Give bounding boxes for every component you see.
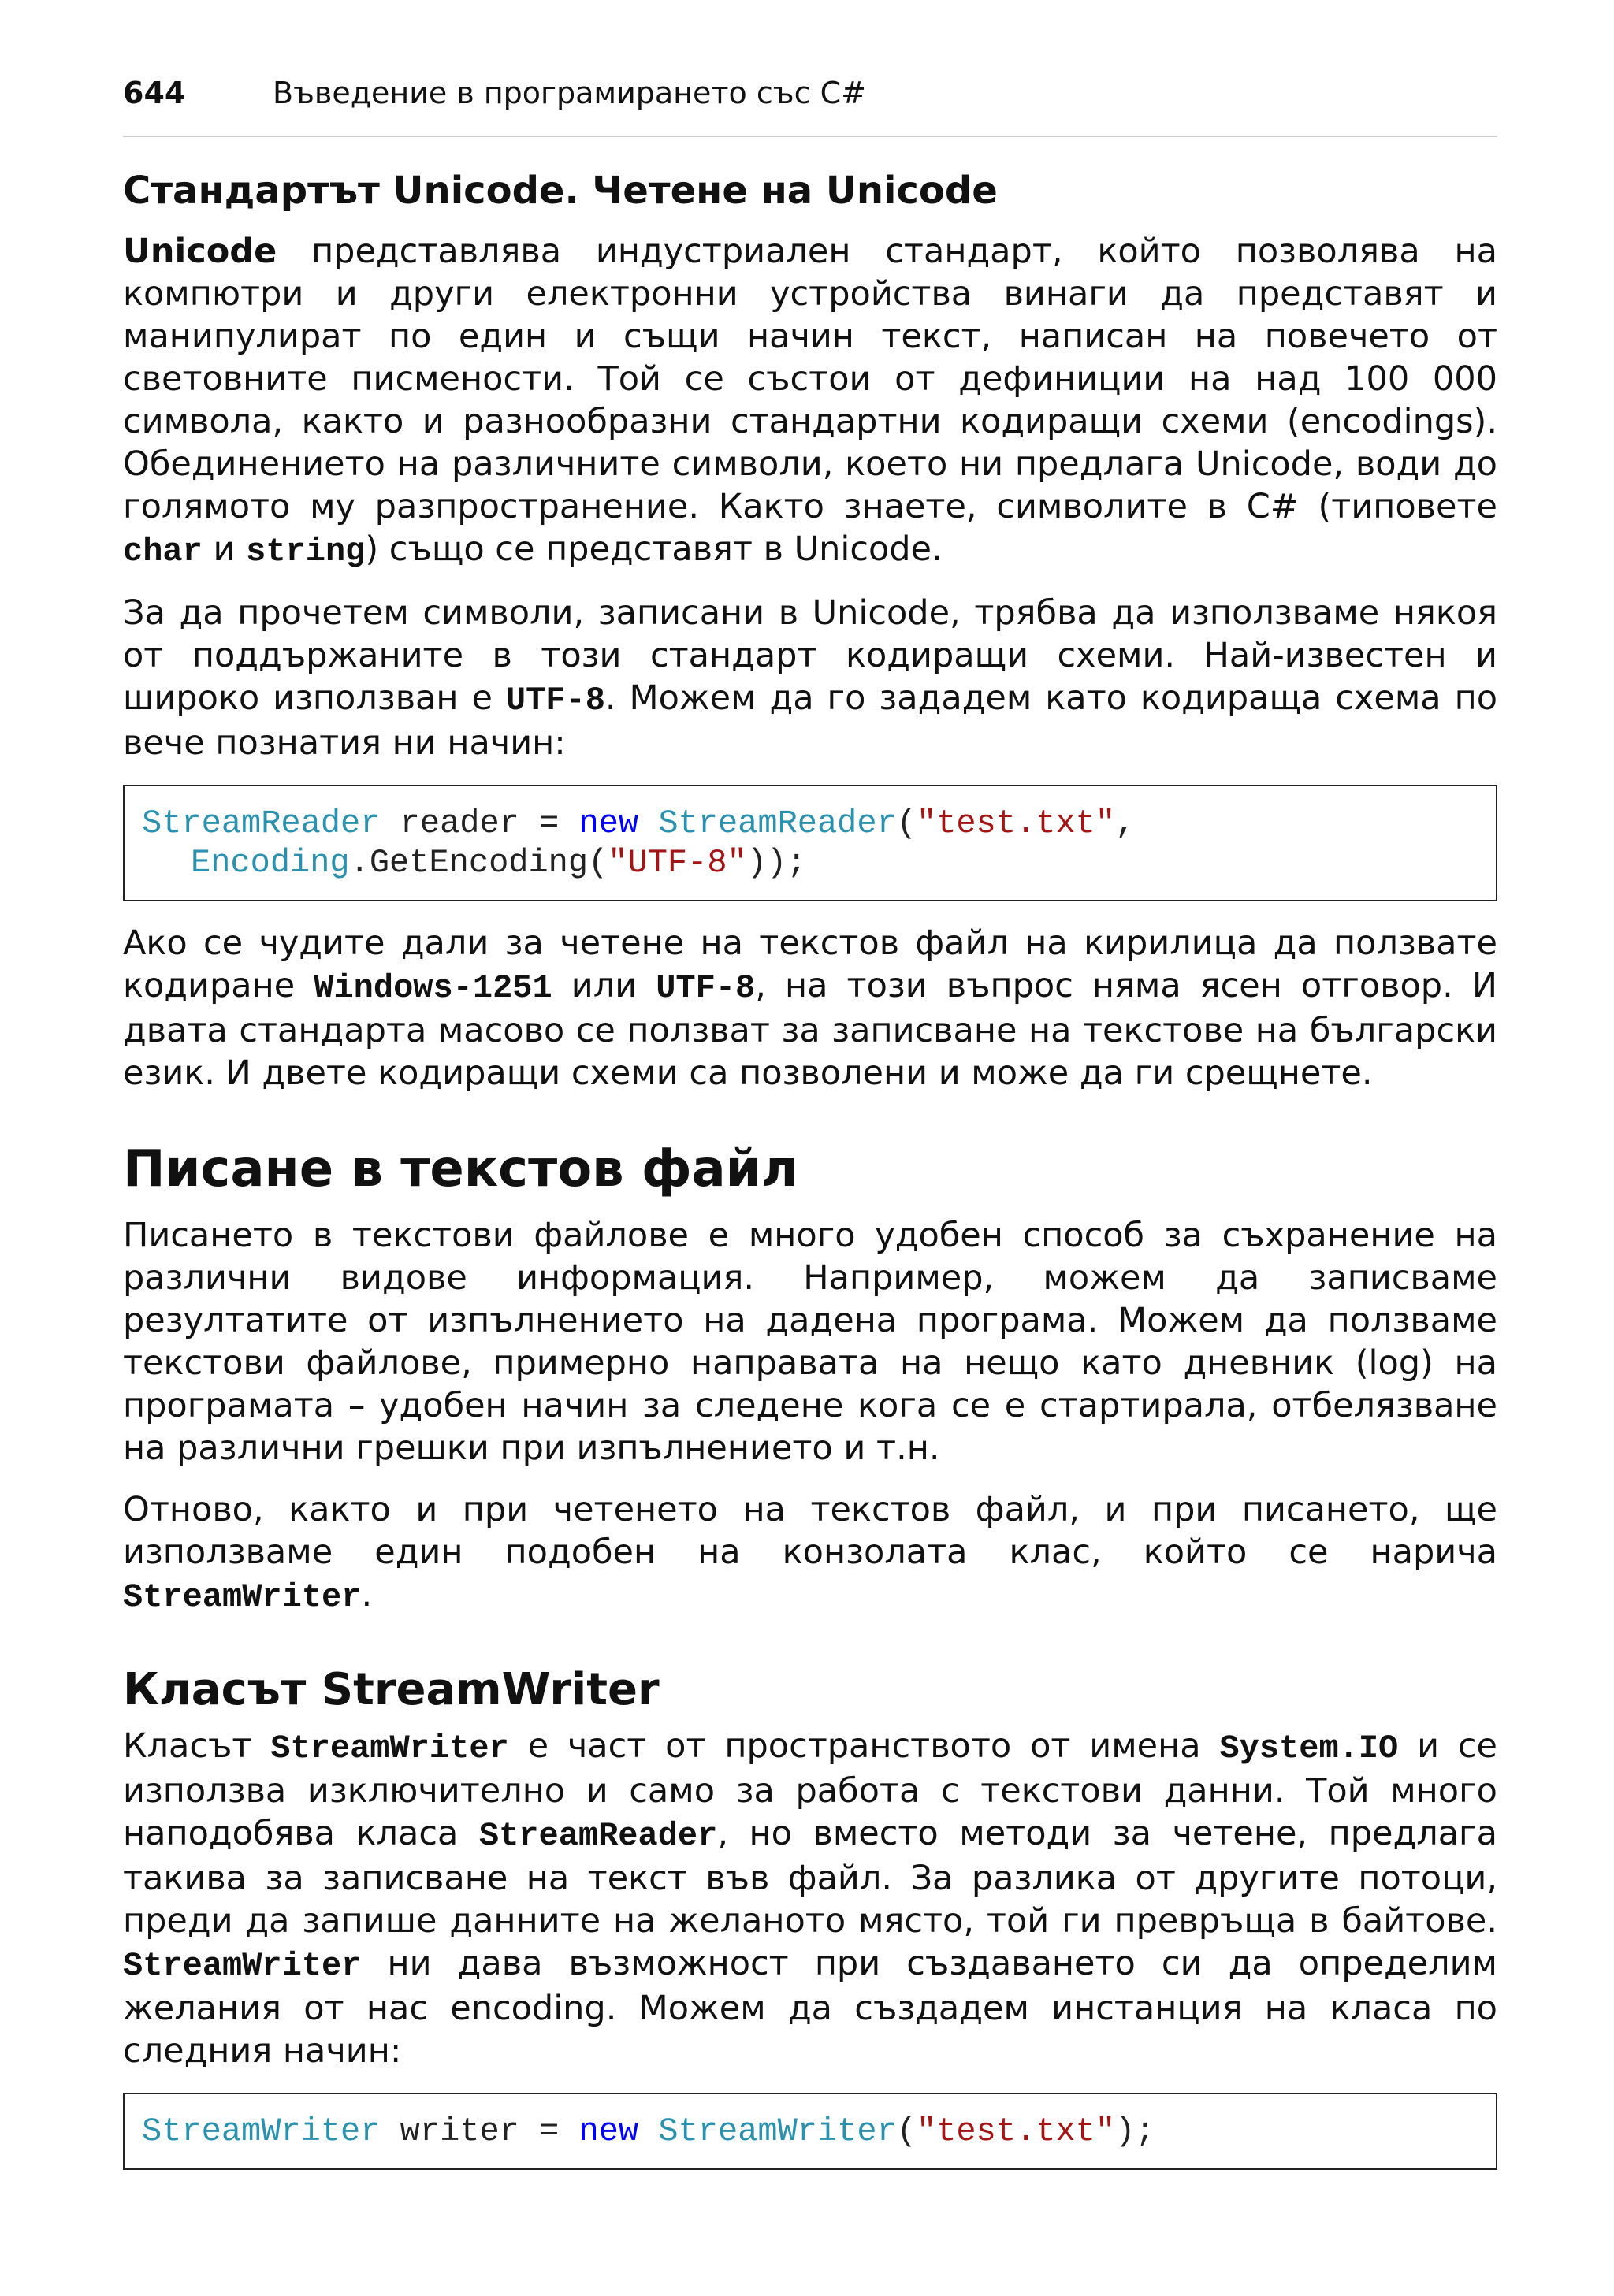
inline-code: StreamWriter	[123, 1947, 362, 1985]
code-block-streamwriter	[123, 2093, 1497, 2170]
inline-code: Windows-1251	[314, 969, 552, 1007]
book-title: Въведение в програмирането със C#	[273, 76, 866, 110]
page	[123, 76, 1497, 2190]
term-unicode: Unicode	[123, 232, 277, 271]
code-line: StreamWriter writer = new StreamWriter("test.txt");	[142, 2112, 1155, 2150]
paragraph: Unicode представлява индустриален стандарт, който позволява на компютри и други електронни устройства винаги да представят и манипулират по един и същи начин текст, написан на повечето от световните писмености. Той се състои от дефиниции на над 100 000 символа, както и разнообразни стандартни кодиращи схеми (encodings). Обединението на различните символи, което ни предлага Unicode, води до голямото му разпространение. Както знаете, символите в C# (типовете char и string) също се представят в Unicode.	[123, 232, 1497, 570]
section-heading-writing: Писане в текстов файл	[123, 1140, 798, 1198]
code-line: Encoding.GetEncoding("UTF-8"));	[191, 844, 807, 882]
paragraph: Класът StreamWriter е част от пространството от имена System.IO и се използва изключително и само за работа с текстови данни. Той много наподобява класа StreamReader, но вместо методи за четене, предлага такива за записване на текст във файл. За разлика от другите потоци, преди да запише данните на желаното място, той ги превръща в байтове. StreamWriter ни дава възможност при създаването си да определим желания от нас encoding. Можем да създадем инстанция на класа по следния начин:	[123, 1726, 1497, 2071]
inline-code: UTF-8	[656, 969, 756, 1007]
paragraph: Писането в текстови файлове е много удобен способ за съхранение на различни видове информация. Например, можем да записваме резултатите от изпълнението на дадена програма. Можем да ползваме текстови файлове, примерно направата на нещо като дневник (log) на програмата – удобен начин за следене кога се е стартирала, отбелязване на различни грешки при изпълнението и т.н.	[123, 1216, 1497, 1468]
inline-code: UTF-8	[505, 682, 605, 719]
inline-code: string	[246, 533, 366, 570]
inline-code: StreamWriter	[123, 1578, 362, 1616]
inline-code: StreamReader	[478, 1817, 718, 1855]
code-block-streamreader	[123, 785, 1497, 901]
paragraph: За да прочетем символи, записани в Unicode, трябва да използваме някоя от поддържаните в този стандарт кодиращи схеми. Най-известен и широко използван е UTF-8. Можем да го зададем като кодираща схема по вече познатия ни начин:	[123, 593, 1497, 763]
section-heading-unicode: Стандартът Unicode. Четене на Unicode	[123, 169, 998, 213]
inline-code: System.IO	[1219, 1729, 1399, 1767]
inline-code: char	[123, 533, 203, 570]
code-line: StreamReader reader = new StreamReader("test.txt",	[142, 804, 1136, 842]
section-heading-streamwriter: Класът StreamWriter	[123, 1664, 660, 1715]
running-header	[123, 76, 1497, 137]
paragraph: Ако се чудите дали за четене на текстов файл на кирилица да ползвате кодиране Windows-1251 или UTF-8, на този въпрос няма ясен отговор. И двата стандарта масово се ползват за записване на текстове на български език. И двете кодиращи схеми са позволени и може да ги срещнете.	[123, 923, 1497, 1093]
inline-code: StreamWriter	[270, 1729, 509, 1767]
page-number: 644	[123, 76, 186, 110]
paragraph: Отново, както и при четенето на текстов файл, и при писането, ще използваме един подобен на конзолата клас, който се нарича StreamWriter.	[123, 1490, 1497, 1616]
